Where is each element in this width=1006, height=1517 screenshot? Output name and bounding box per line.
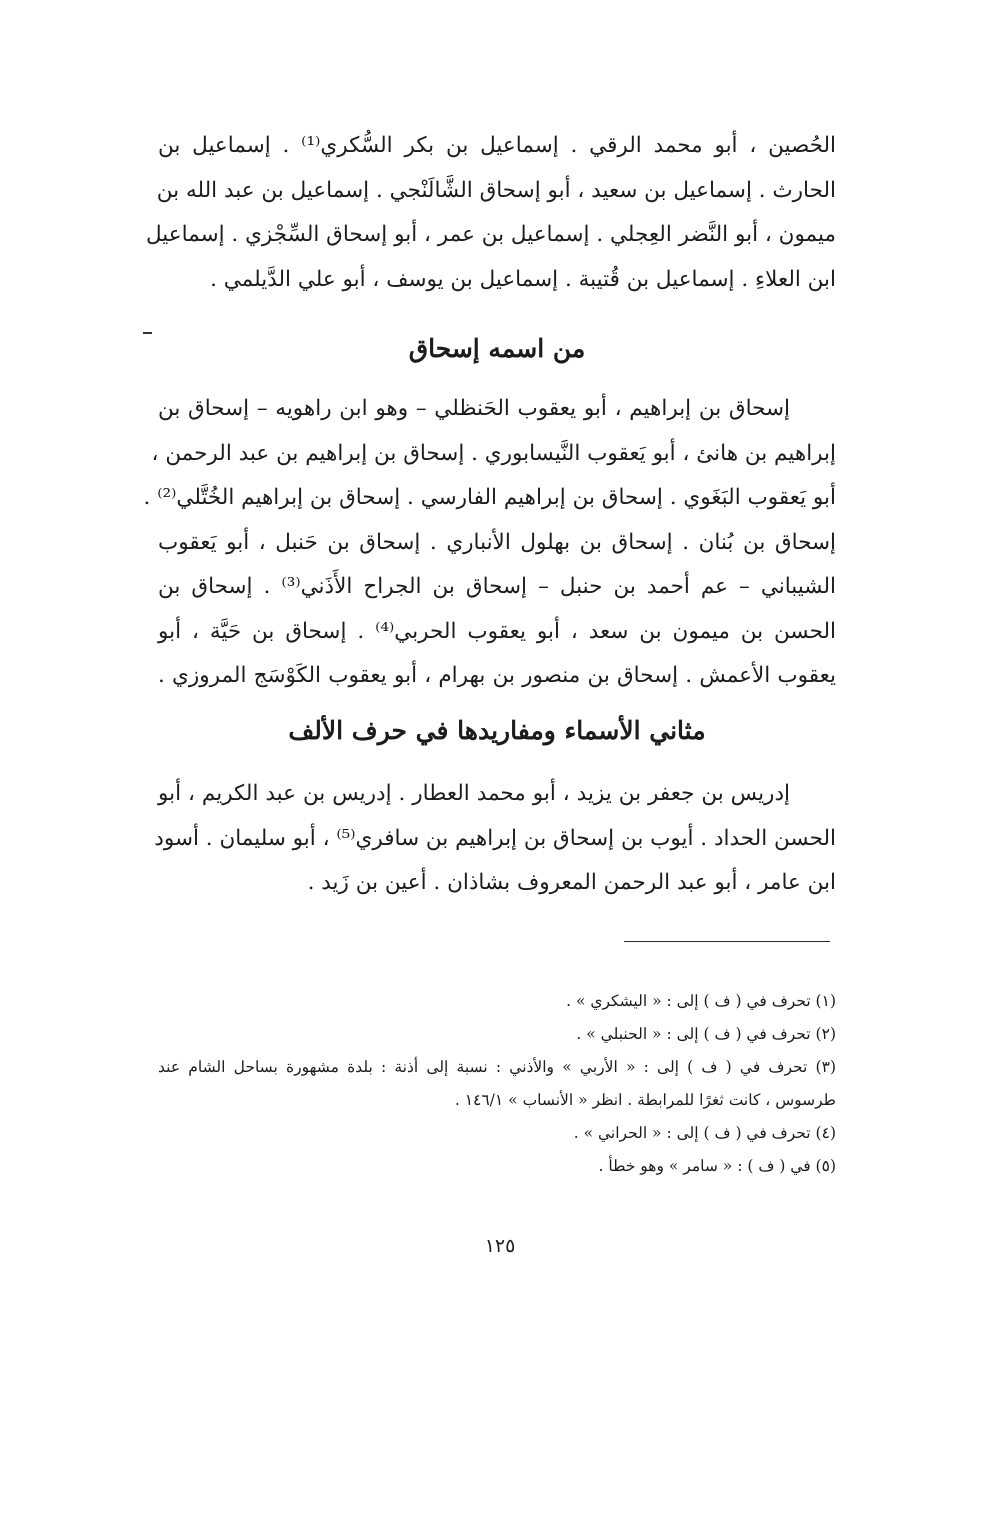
text-line: ميمون ، أبو النَّضر العِجلي . إسماعيل بن عمر ، أبو إسحاق السِّجْزي . إسماعيل [146,222,836,247]
footnote: (١) تحرف في ( ف ) إلى : « اليشكري » . [566,992,836,1010]
section-heading-alif: مثاني الأسماء ومفاريدها في حرف الألف [288,716,706,745]
footnotes [158,985,836,1183]
text-line: الشيباني – عم أحمد بن حنبل – إسحاق بن الجراح الأَذَني⁽³⁾ . إسحاق بن [158,574,836,599]
footnote: (٣) تحرف في ( ف ) إلى : « الأربي » والأذني : نسبة إلى أذنة : بلدة مشهورة بساحل الشام عند [158,1058,836,1076]
paragraph-alif [154,772,836,906]
text-line: إدريس بن جعفر بن يزيد ، أبو محمد العطار . إدريس بن عبد الكريم ، أبو [158,781,790,806]
text-line: إبراهيم بن هانئ ، أبو يَعقوب النَّيسابوري . إسحاق بن إبراهيم بن عبد الرحمن ، [151,440,836,466]
section-heading-ishaq: من اسمه إسحاق [408,334,586,363]
footnote: (٥) في ( ف ) : « سامر » وهو خطأ . [598,1157,836,1175]
page-number: ١٢٥ [484,1235,516,1257]
text-line: الحارث . إسماعيل بن سعيد ، أبو إسحاق الشَّالَنْجي . إسماعيل بن عبد الله بن [156,177,836,203]
text-line: إسحاق بن بُنان . إسحاق بن بهلول الأنباري . إسحاق بن حَنبل ، أبو يَعقوب [158,529,836,555]
footnote-continuation: طرسوس ، كانت ثغرًا للمرابطة . انظر « الأنساب » ١٤٦/١ . [454,1091,836,1109]
paragraph-ishaq [143,387,837,699]
text-line: الحسن بن ميمون بن سعد ، أبو يعقوب الحربي⁽⁴⁾ . إسحاق بن حَيَّة ، أبو [158,618,837,644]
text-line: ابن العلاءِ . إسماعيل بن قُتيبة . إسماعيل بن يوسف ، أبو علي الدَّيلمي . [210,266,836,292]
text-line: الحسن الحداد . أيوب بن إسحاق بن إبراهيم بن سافري⁽⁵⁾ ، أبو سليمان . أسود [154,825,836,851]
scan-mark [143,332,152,334]
footnote-separator [624,941,830,942]
paragraph-ismail [146,124,836,302]
text-line: أبو يَعقوب البَغَوي . إسحاق بن إبراهيم الفارسي . إسحاق بن إبراهيم الخُتَّلي⁽²⁾ . [143,485,836,510]
footnote: (٤) تحرف في ( ف ) إلى : « الحراني » . [573,1124,836,1142]
footnote: (٢) تحرف في ( ف ) إلى : « الحنبلي » . [576,1025,836,1043]
text-line: إسحاق بن إبراهيم ، أبو يعقوب الحَنظلي – وهو ابن راهويه – إسحاق بن [158,396,790,421]
text-line: الحُصين ، أبو محمد الرقي . إسماعيل بن بكر السُّكري⁽¹⁾ . إسماعيل بن [158,133,836,158]
text-line: ابن عامر ، أبو عبد الرحمن المعروف بشاذان . أعين بن زَيد . [307,870,836,895]
text-line: يعقوب الأعمش . إسحاق بن منصور بن بهرام ، أبو يعقوب الكَوْسَج المروزي . [158,663,836,688]
